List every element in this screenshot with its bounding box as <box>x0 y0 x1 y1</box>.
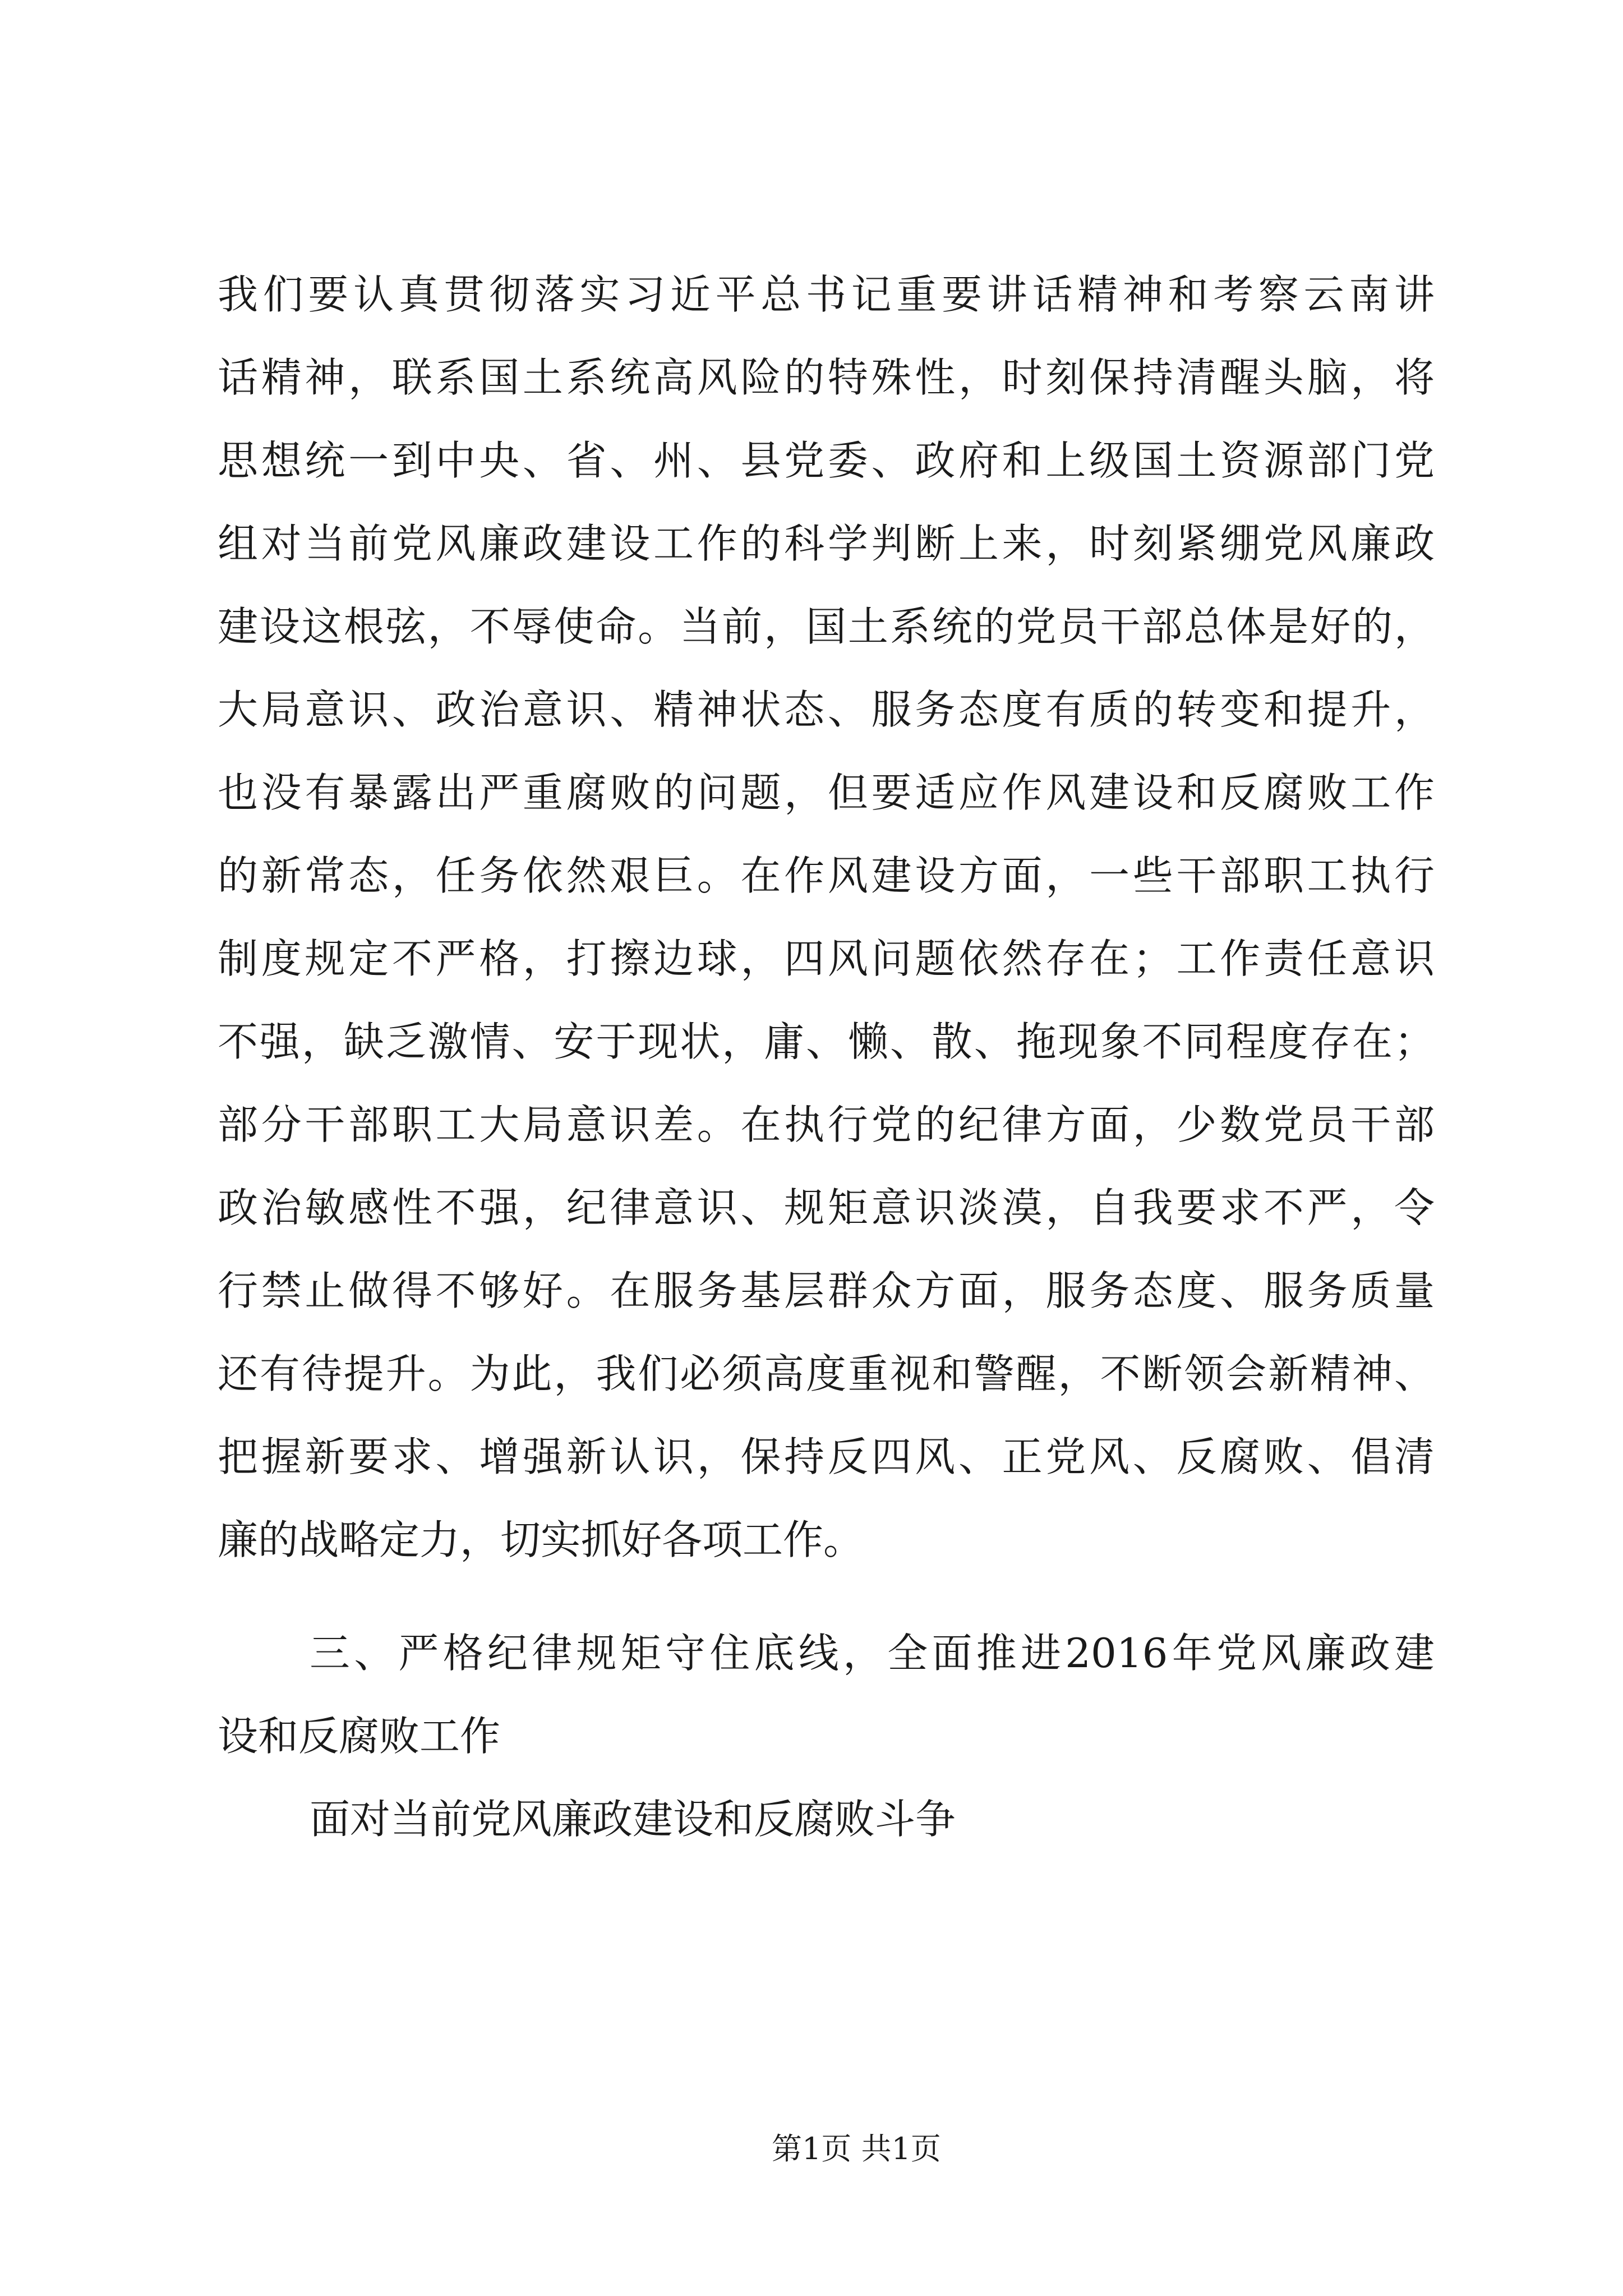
text-line: 也没有暴露出严重腐败的问题，但要适应作风建设和反腐败工作 <box>218 769 1435 816</box>
heading-line: 设和反腐败工作 <box>218 1713 501 1760</box>
text-line: 把握新要求、增强新认识，保持反四风、正党风、反腐败、倡清 <box>218 1433 1435 1480</box>
text-line: 大局意识、政治意识、精神状态、服务态度有质的转变和提升， <box>218 686 1435 733</box>
heading-line: 三、严格纪律规矩守住底线，全面推进2016年党风廉政建 <box>310 1630 1435 1677</box>
document-body <box>218 253 1435 1861</box>
text-line: 建设这根弦，不辱使命。当前，国土系统的党员干部总体是好的， <box>218 603 1435 650</box>
text-line: 还有待提升。为此，我们必须高度重视和警醒，不断领会新精神、 <box>218 1350 1435 1397</box>
text-line: 廉的战略定力，切实抓好各项工作。 <box>218 1516 864 1563</box>
text-line: 话精神，联系国土系统高风险的特殊性，时刻保持清醒头脑，将 <box>218 354 1435 401</box>
text-line: 面对当前党风廉政建设和反腐败斗争 <box>310 1796 956 1843</box>
text-line: 制度规定不严格，打擦边球，四风问题依然存在；工作责任意识 <box>218 935 1435 982</box>
text-line: 政治敏感性不强，纪律意识、规矩意识淡漠，自我要求不严，令 <box>218 1184 1435 1231</box>
paragraph <box>218 253 1435 1581</box>
text-line: 不强，缺乏激情、安于现状，庸、懒、散、拖现象不同程度存在； <box>218 1018 1435 1065</box>
page-number-footer: 第1页 共1页 <box>772 2131 941 2166</box>
section-heading <box>218 1612 1435 1778</box>
text-line: 的新常态，任务依然艰巨。在作风建设方面，一些干部职工执行 <box>218 852 1435 899</box>
paragraph <box>218 1778 1435 1861</box>
text-line: 我们要认真贯彻落实习近平总书记重要讲话精神和考察云南讲 <box>218 271 1435 318</box>
text-line: 部分干部职工大局意识差。在执行党的纪律方面，少数党员干部 <box>218 1101 1435 1148</box>
text-line: 组对当前党风廉政建设工作的科学判断上来，时刻紧绷党风廉政 <box>218 520 1435 567</box>
text-line: 思想统一到中央、省、州、县党委、政府和上级国土资源部门党 <box>218 437 1435 484</box>
text-line: 行禁止做得不够好。在服务基层群众方面，服务态度、服务质量 <box>218 1267 1435 1314</box>
